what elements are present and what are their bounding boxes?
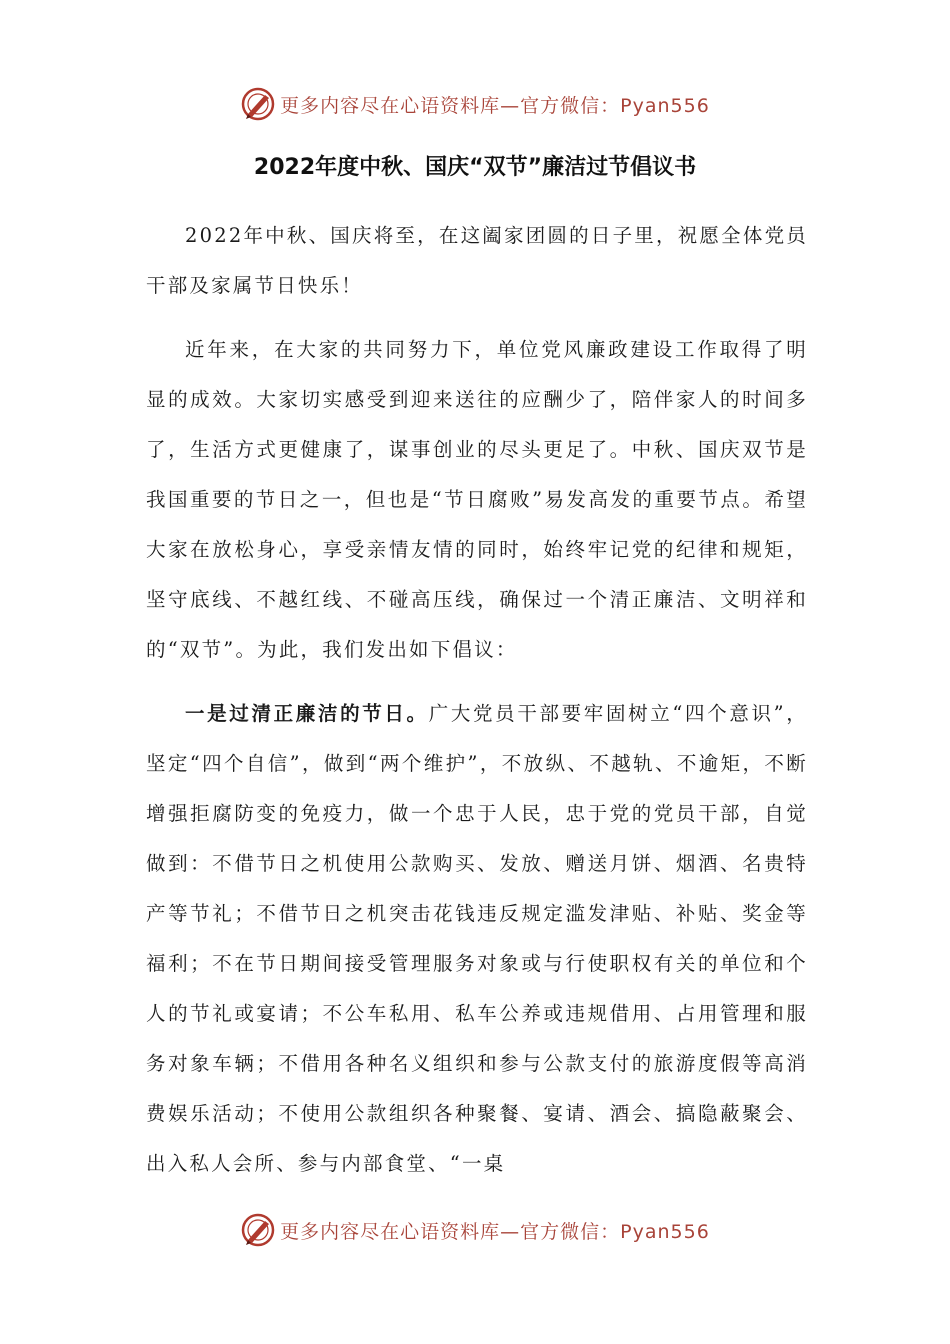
paragraph-greeting: 2022年中秋、国庆将至，在这阖家团圆的日子里，祝愿全体党员干部及家属节日快乐！ (146, 224, 808, 297)
item-1-lead: 一是过清正廉洁的节日。 (185, 702, 429, 725)
pen-logo-icon (240, 86, 276, 122)
pen-logo-icon (240, 1212, 276, 1248)
paragraph-item-1 (146, 689, 808, 1189)
header-banner-text: 更多内容尽在心语资料库—官方微信：Pyan556 (280, 94, 710, 117)
document-title: 2022年度中秋、国庆“双节”廉洁过节倡议书 (253, 155, 697, 180)
item-1-text: 广大党员干部要牢固树立“四个意识”，坚定“四个自信”，做到“两个维护”，不放纵、不越轨、不逾矩，不断增强拒腐防变的免疫力，做一个忠于人民，忠于党的党员干部，自觉做到：不借节日之机使用公款购买、发放、赠送月饼、烟酒、名贵特产等节礼；不借节日之机突击花钱违反规定滥发津贴、补贴、奖金等福利；不在节日期间接受管理服务对象或与行使职权有关的单位和个人的节礼或宴请；不公车私用、私车公养或违规借用、占用管理和服务对象车辆；不借用各种名义组织和参与公款支付的旅游度假等高消费娱乐活动；不使用公款组织各种聚餐、宴请、酒会、搞隐蔽聚会、出入私人会所、参与内部食堂、“一桌 (146, 702, 808, 1175)
document-body (146, 211, 808, 1189)
footer-banner-text: 更多内容尽在心语资料库—官方微信：Pyan556 (280, 1220, 710, 1243)
header-banner (0, 84, 950, 124)
paragraph-intro: 近年来，在大家的共同努力下，单位党风廉政建设工作取得了明显的成效。大家切实感受到迎来送往的应酬少了，陪伴家人的时间多了，生活方式更健康了，谋事创业的尽头更足了。中秋、国庆双节是我国重要的节日之一，但也是“节日腐败”易发高发的重要节点。希望大家在放松身心，享受亲情友情的同时，始终牢记党的纪律和规矩，坚守底线、不越红线、不碰高压线，确保过一个清正廉洁、文明祥和的“双节”。为此，我们发出如下倡议： (146, 338, 808, 661)
footer-banner (0, 1210, 950, 1250)
